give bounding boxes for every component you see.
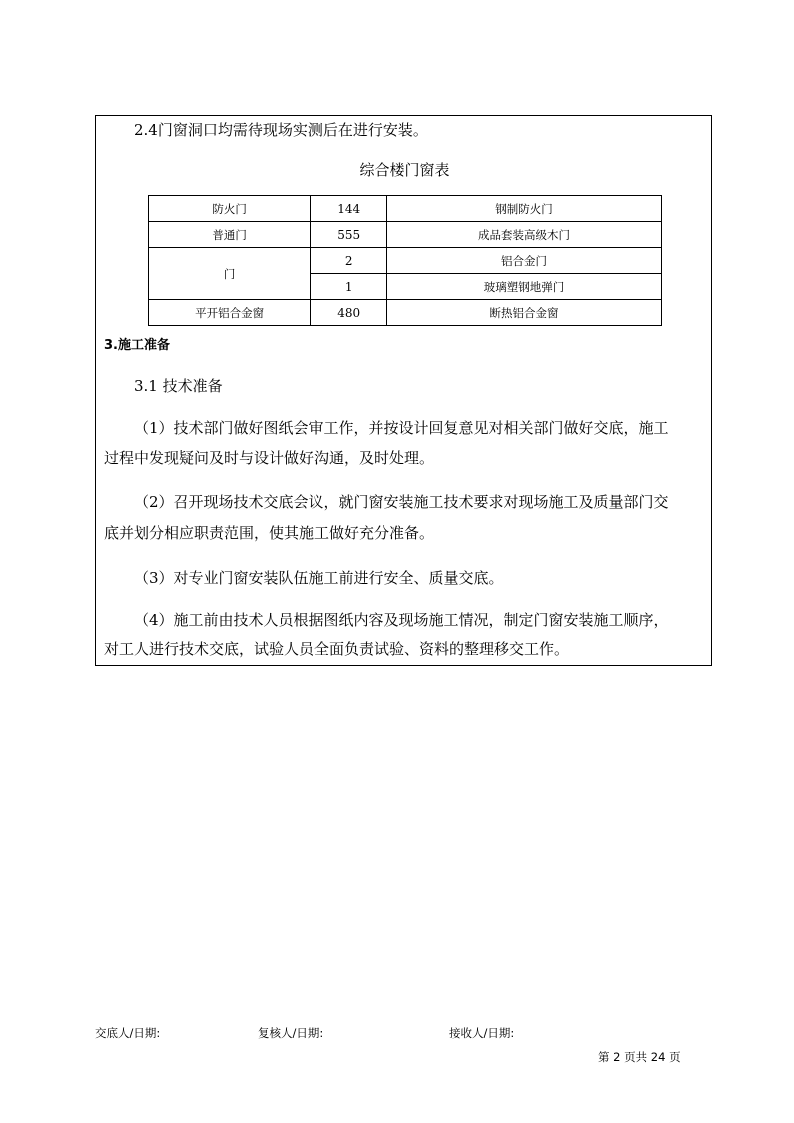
section-3-heading: 3.施工准备 [104,338,170,353]
section-2-4-text: 2.4门窗洞口均需待现场实测后在进行安装。 [134,121,428,139]
table-row [149,248,662,274]
table-cell-qty: 2 [311,248,387,274]
item-1-line-2: 过程中发现疑问及时与设计做好沟通，及时处理。 [104,449,435,467]
table-cell-qty: 480 [311,300,387,326]
table-title: 综合楼门窗表 [359,161,450,179]
subsection-3-1-title: 3.1 技术准备 [134,377,223,395]
table-cell-qty: 144 [311,196,387,222]
page-number: 第 2 页共 24 页 [598,1050,681,1064]
table-row [149,222,662,248]
table-cell-name: 普通门 [149,222,311,248]
door-window-table [148,195,662,326]
table-cell-qty: 555 [311,222,387,248]
item-2-line-2: 底并划分相应职责范围，使其施工做好充分准备。 [104,524,435,542]
table-cell-type: 钢制防火门 [387,196,662,222]
table-cell-type: 玻璃塑钢地弹门 [387,274,662,300]
footer-receiver-date: 接收人/日期: [449,1026,515,1040]
item-4-line-2: 对工人进行技术交底，试验人员全面负责试验、资料的整理移交工作。 [104,640,570,658]
table-cell-qty: 1 [311,274,387,300]
table-cell-type: 成品套装高级木门 [387,222,662,248]
table-cell-type: 断热铝合金窗 [387,300,662,326]
table-row [149,300,662,326]
table-row [149,196,662,222]
item-1-line-1: （1）技术部门做好图纸会审工作，并按设计回复意见对相关部门做好交底，施工 [134,419,669,437]
table-cell-name: 防火门 [149,196,311,222]
item-4-line-1: （4）施工前由技术人员根据图纸内容及现场施工情况，制定门窗安装施工顺序， [134,611,669,629]
footer-reviewer-date: 复核人/日期: [258,1026,324,1040]
item-2-line-1: （2）召开现场技术交底会议，就门窗安装施工技术要求对现场施工及质量部门交 [134,493,669,511]
table-cell-name: 门 [149,248,311,300]
footer-discloser-date: 交底人/日期: [95,1026,161,1040]
table-cell-name: 平开铝合金窗 [149,300,311,326]
table-cell-type: 铝合金门 [387,248,662,274]
content-frame [95,115,712,666]
item-3-line-1: （3）对专业门窗安装队伍施工前进行安全、质量交底。 [134,569,504,587]
